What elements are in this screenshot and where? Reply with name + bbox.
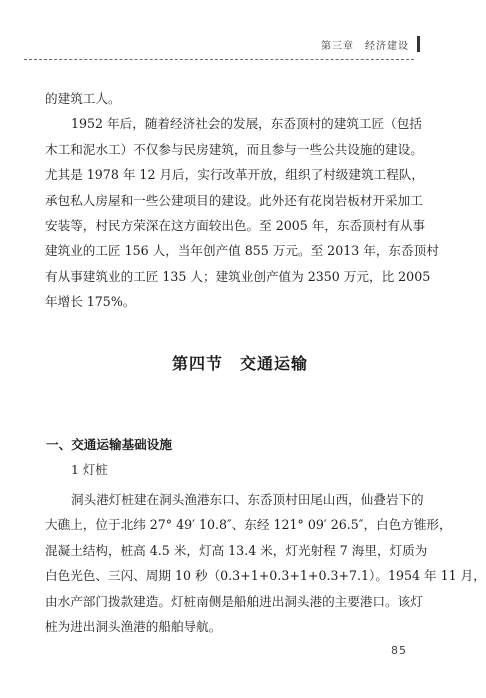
text-line: 年增长 175%。 [45, 294, 136, 310]
paragraph-construction [45, 86, 439, 315]
chapter-title: 第三章 经济建设 [321, 40, 409, 52]
item-heading: 1 灯桩 [71, 462, 108, 477]
text-line: 有从事建筑业的工匠 135 人；建筑业创产值为 2350 万元，比 2005 [45, 268, 431, 284]
subsection-heading: 一、交通运输基础设施 [46, 437, 172, 452]
text-line: 承包私人房屋和一些公建项目的建设。此外还有花岗岩板材开采加工 [45, 192, 423, 208]
text-line: 安装等，村民方荣深在这方面较出色。至 2005 年，东岙顶村有从事 [45, 217, 426, 233]
section-title: 第四节 交通运输 [171, 354, 308, 373]
text-line: 桩为进出洞头渔港的船舶导航。 [45, 618, 222, 634]
text-line: 白色光色、三闪、周期 10 秒（0.3+1+0.3+1+0.3+7.1）。1954 年 11 月， [45, 568, 486, 584]
header-divider [24, 59, 414, 60]
text-line: 1952 年后，随着经济社会的发展，东岙顶村的建筑工匠（包括 [71, 116, 422, 132]
page-number: 85 [391, 644, 407, 657]
text-line: 尤其是 1978 年 12 月后，实行改革开放，组织了村级建筑工程队， [45, 167, 424, 183]
text-line: 混凝土结构，桩高 4.5 米，灯高 13.4 米，灯光射程 7 海里，灯质为 [45, 542, 428, 558]
header-bar [417, 36, 420, 52]
text-line: 建筑业的工匠 156 人，当年创产值 855 万元。至 2013 年，东岙顶村 [45, 243, 439, 259]
text-line: 大礁上，位于北纬 27° 49′ 10.8″、东经 121° 09′ 26.5″，白色方锥形， [45, 517, 452, 533]
text-line: 洞头港灯桩建在洞头渔港东口、东岙顶村田尾山西，仙叠岩下的 [71, 492, 424, 507]
text-line: 由水产部门拨款建造。灯桩南侧是船舶进出洞头港的主要港口。该灯 [45, 593, 423, 609]
paragraph-lighthouse [45, 487, 486, 639]
running-header [321, 36, 420, 52]
text-line: 木工和泥水工）不仅参与民房建筑，而且参与一些公共设施的建设。 [45, 141, 423, 157]
text-line: 的建筑工人。 [45, 91, 121, 106]
